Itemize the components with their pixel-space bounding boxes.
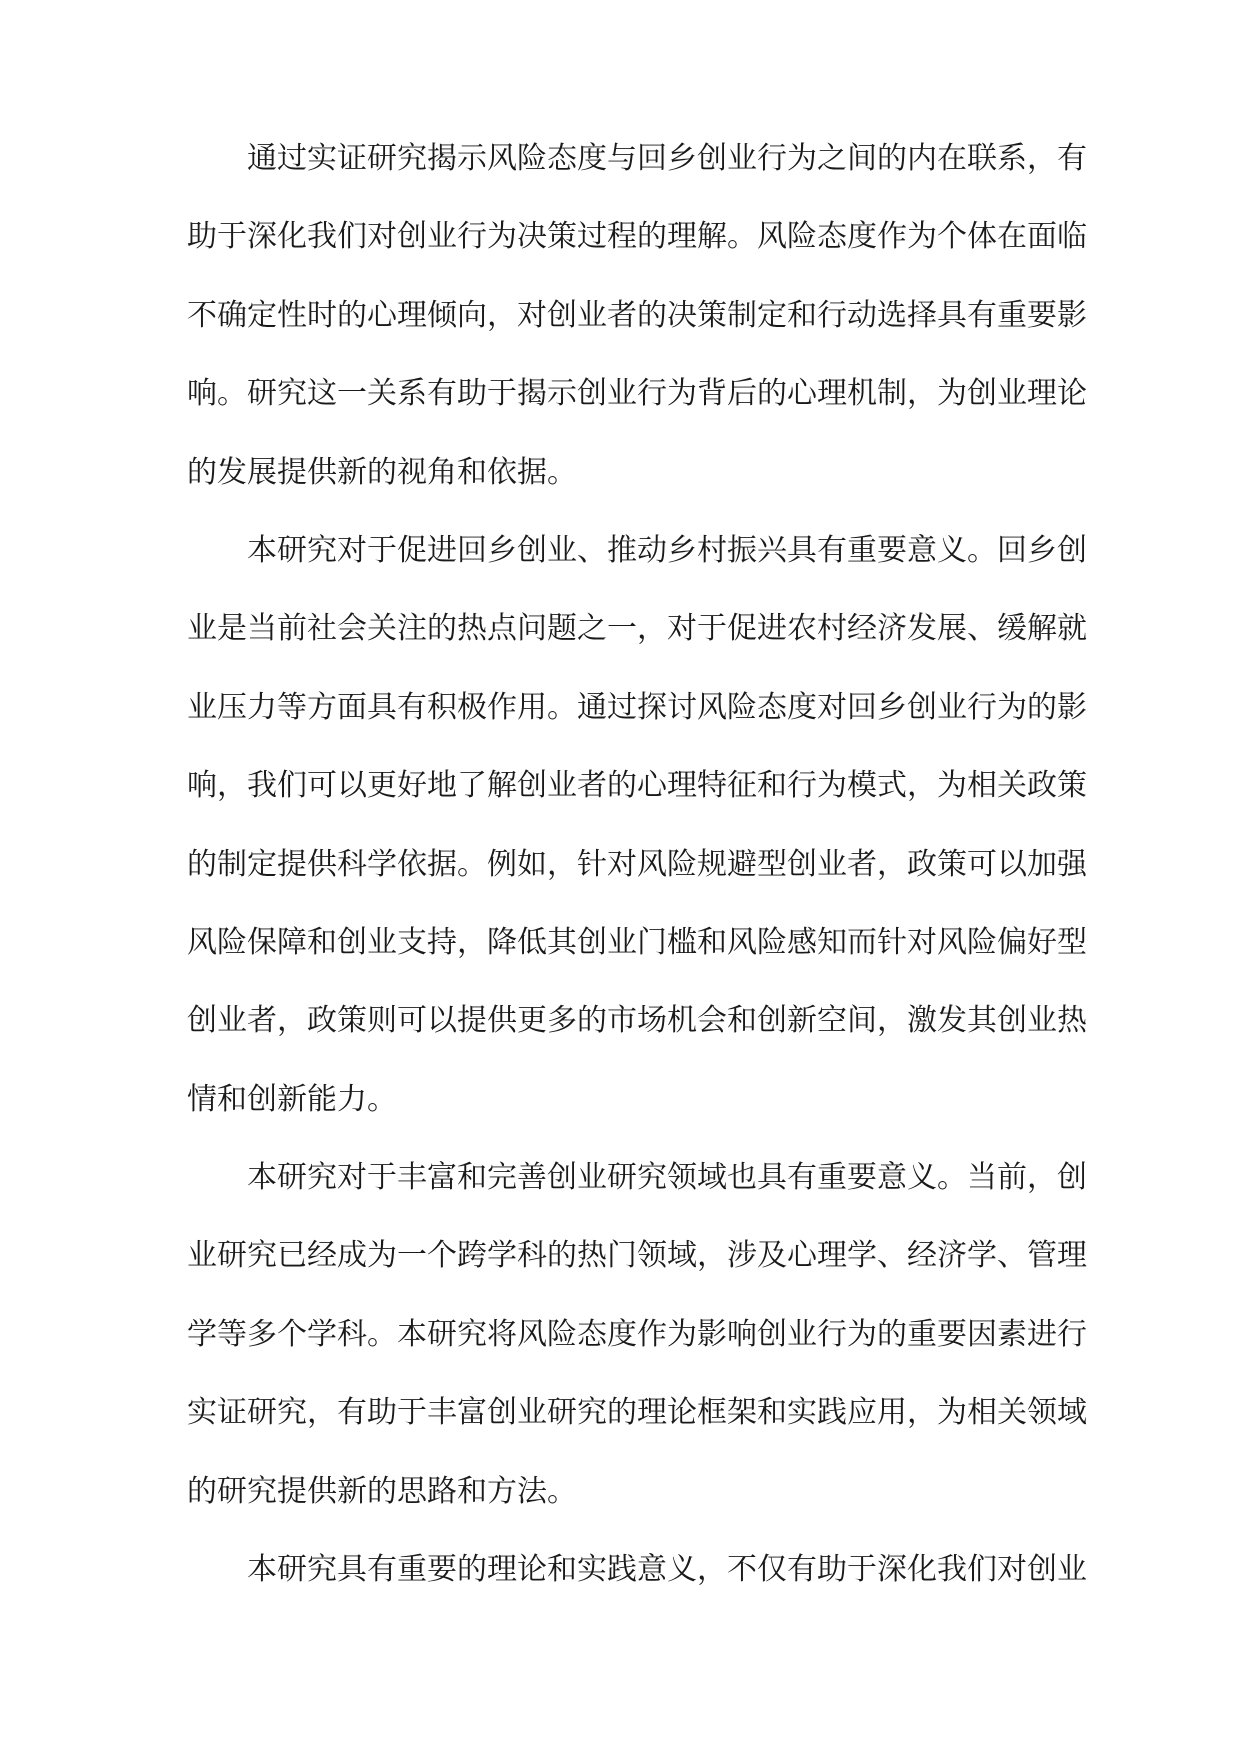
text-line: 业是当前社会关注的热点问题之一，对于促进农村经济发展、缓解就 (187, 611, 1087, 647)
text-line: 通过实证研究揭示风险态度与回乡创业行为之间的内在联系，有 (247, 141, 1087, 176)
text-line: 的制定提供科学依据。例如，针对风险规避型创业者，政策可以加强 (187, 846, 1087, 882)
paragraph-1 (187, 141, 1087, 533)
text-line: 风险保障和创业支持，降低其创业门槛和风险感知而针对风险偏好型 (187, 924, 1087, 960)
text-line: 本研究对于促进回乡创业、推动乡村振兴具有重要意义。回乡创 (247, 532, 1087, 568)
text-line: 本研究具有重要的理论和实践意义，不仅有助于深化我们对创业 (247, 1552, 1087, 1588)
paragraph-4 (187, 1552, 1087, 1630)
paragraph-3 (187, 1160, 1087, 1552)
text-line: 的研究提供新的思路和方法。 (187, 1473, 577, 1509)
text-line: 的发展提供新的视角和依据。 (187, 454, 577, 490)
text-line: 实证研究，有助于丰富创业研究的理论框架和实践应用，为相关领域 (187, 1395, 1087, 1431)
text-line: 响，我们可以更好地了解创业者的心理特征和行为模式，为相关政策 (187, 768, 1087, 804)
text-line: 创业者，政策则可以提供更多的市场机会和创新空间，激发其创业热 (187, 1003, 1087, 1039)
paragraph-2 (187, 532, 1087, 1160)
text-line: 学等多个学科。本研究将风险态度作为影响创业行为的重要因素进行 (187, 1316, 1087, 1352)
text-line: 不确定性时的心理倾向，对创业者的决策制定和行动选择具有重要影 (187, 297, 1087, 333)
text-line: 响。研究这一关系有助于揭示创业行为背后的心理机制，为创业理论 (187, 376, 1087, 412)
text-line: 助于深化我们对创业行为决策过程的理解。风险态度作为个体在面临 (187, 219, 1087, 255)
text-line: 本研究对于丰富和完善创业研究领域也具有重要意义。当前，创 (247, 1160, 1087, 1196)
document-body (187, 141, 1087, 1630)
text-line: 业压力等方面具有积极作用。通过探讨风险态度对回乡创业行为的影 (187, 689, 1087, 725)
text-line: 情和创新能力。 (187, 1081, 397, 1117)
text-line: 业研究已经成为一个跨学科的热门领域，涉及心理学、经济学、管理 (187, 1238, 1087, 1274)
